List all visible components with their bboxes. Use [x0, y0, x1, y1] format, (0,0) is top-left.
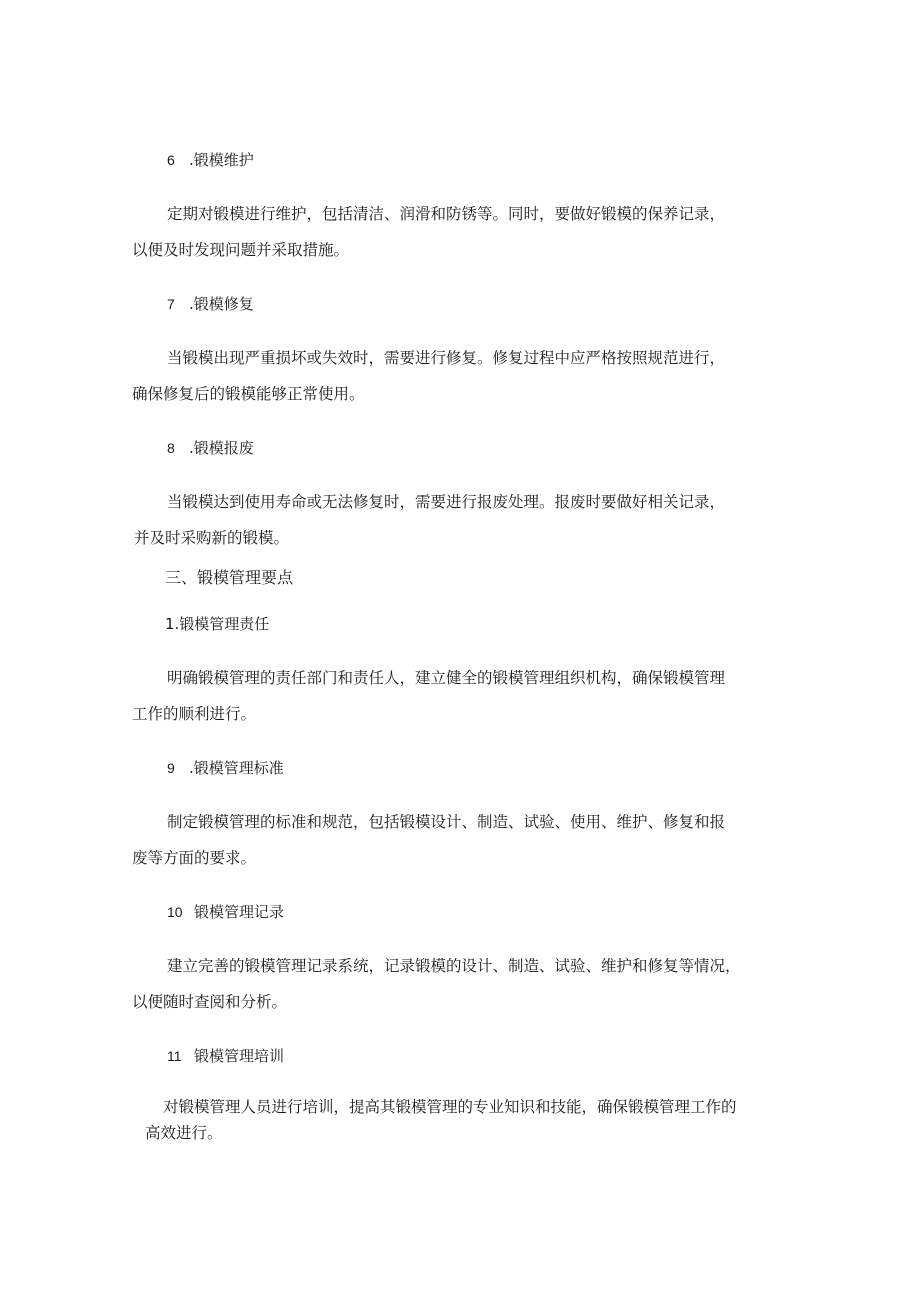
paragraph-11: [145, 1094, 805, 1146]
section-title: [0, 568, 920, 588]
paragraph-10: [132, 948, 792, 1020]
paragraph-6: [132, 196, 792, 268]
heading-number: 8: [167, 440, 175, 456]
paragraph-line: 当锻模出现严重损坏或失效时，需要进行修复。修复过程中应严格按照规范进行，: [167, 349, 726, 367]
heading-9: [0, 758, 920, 778]
paragraph-7: [132, 340, 792, 412]
paragraph-line: 对锻模管理人员进行培训，提高其锻模管理的专业知识和技能，确保锻模管理工作的: [163, 1098, 737, 1116]
heading-7: [0, 294, 920, 314]
paragraph-line: 明确锻模管理的责任部门和责任人，建立健全的锻模管理组织机构，确保锻模管理: [167, 669, 726, 687]
paragraph-1: [132, 660, 792, 732]
paragraph-8: [132, 484, 792, 556]
heading-title: .锻模修复: [189, 295, 254, 313]
heading-title: .锻模管理标准: [189, 759, 284, 777]
heading-6: [0, 150, 920, 170]
paragraph-line: 制定锻模管理的标准和规范，包括锻模设计、制造、试验、使用、维护、修复和报: [167, 813, 726, 831]
heading-number: 7: [167, 296, 175, 312]
paragraph-line: 工作的顺利进行。: [132, 705, 257, 723]
heading-8: [0, 438, 920, 458]
heading-10: [0, 902, 920, 922]
section-title-text: 三、锻模管理要点: [165, 568, 294, 587]
heading-title: .锻模报废: [189, 439, 254, 457]
heading-title: .锻模维护: [189, 151, 254, 169]
paragraph-line: 当锻模达到使用寿命或无法修复时，需要进行报废处理。报废时要做好相关记录，: [167, 493, 726, 511]
paragraph-9: [132, 804, 792, 876]
heading-1: [0, 614, 920, 634]
paragraph-line: 以便及时发现问题并采取措施。: [132, 241, 350, 259]
heading-11: [0, 1046, 920, 1066]
paragraph-line: 高效进行。: [145, 1124, 223, 1142]
paragraph-line: 定期对锻模进行维护，包括清洁、润滑和防锈等。同时，要做好锻模的保养记录，: [167, 205, 726, 223]
paragraph-line: 废等方面的要求。: [132, 849, 257, 867]
paragraph-line: 以便随时查阅和分析。: [132, 993, 288, 1011]
heading-title: 1.锻模管理责任: [165, 615, 270, 633]
paragraph-line: 建立完善的锻模管理记录系统，记录锻模的设计、制造、试验、维护和修复等情况，: [167, 957, 741, 975]
paragraph-line: 并及时采购新的锻模。: [134, 529, 290, 547]
heading-title: 锻模管理记录: [194, 903, 285, 921]
heading-title: 锻模管理培训: [194, 1047, 285, 1065]
paragraph-line: 确保修复后的锻模能够正常使用。: [132, 385, 365, 403]
heading-number: 6: [167, 152, 175, 168]
heading-number: 9: [167, 760, 175, 776]
heading-number: 10: [167, 904, 183, 920]
heading-number: 11: [167, 1048, 182, 1064]
